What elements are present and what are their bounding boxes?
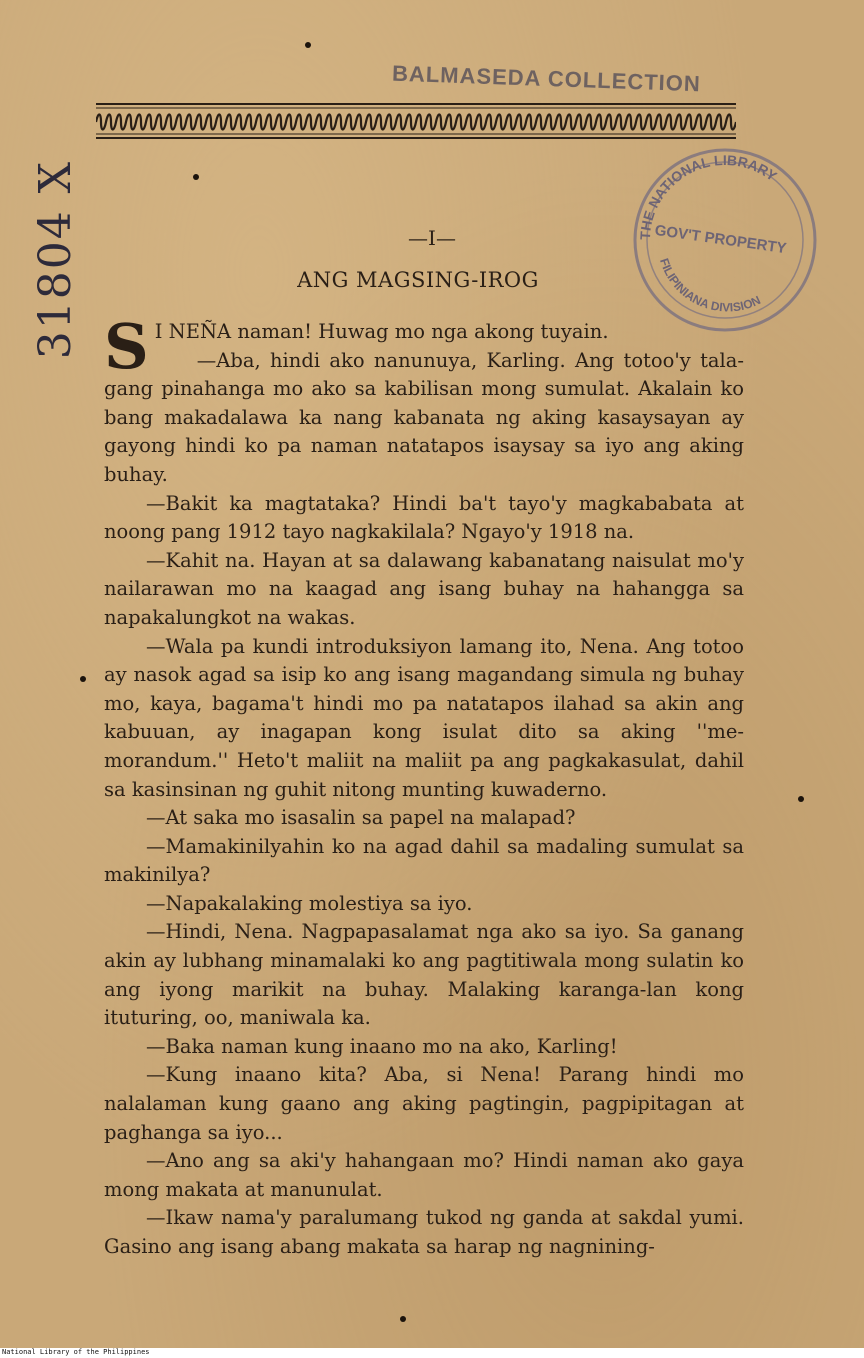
border-wave xyxy=(96,115,736,130)
paragraph: —Ikaw nama'y paralumang tukod ng ganda at sakdal yumi. Gasino ang isang abang makata sa harap ng nagnining- xyxy=(104,1206,744,1258)
paragraph: —Baka naman kung inaano mo na ako, Karling! xyxy=(146,1034,618,1058)
paragraph: —Aba, hindi ako nanunuya, Karling. Ang totoo'y tala-gang pinahanga mo ako sa kabilisan mong sumulat. Akalain ko bang makadalawa ka nang kabanata ng aking kasaysayan ay gayong hindi ko pa naman natatapos isaysay sa iyo ang aking buhay. xyxy=(104,348,744,486)
seal-middle-text: GOV'T PROPERTY xyxy=(653,221,788,258)
ink-speck xyxy=(798,796,804,802)
ink-speck xyxy=(400,1316,406,1322)
footer-credit: National Library of the Philippines xyxy=(0,1348,864,1358)
paragraph: —Hindi, Nena. Nagpapasalamat nga ako sa iyo. Sa ganang akin ay lubhang minamalaki ko ang pagtitiwala mong sulatin ko ang iyong marikit na buhay. Malaking karanga-lan kong ituturing, oo, maniwala ka. xyxy=(104,920,744,1030)
paragraph: —Bakit ka magtataka? Hindi ba't tayo'y magkababata at noong pang 1912 tayo nagkakilala? Ngayo'y 1918 na. xyxy=(104,491,744,544)
paragraph: —At saka mo isasalin sa papel na malapad? xyxy=(146,806,576,830)
paragraph: —Kung inaano kita? Aba, si Nena! Parang hindi mo nalalaman kung gaano ang aking pagtingin, pagpipitagan at paghanga sa iyo... xyxy=(104,1063,744,1144)
ink-speck xyxy=(305,42,311,48)
handwritten-note: 31804 X xyxy=(30,160,81,360)
chapter-number: —I— xyxy=(408,226,456,250)
paragraph: —Napakalaking molestiya sa iyo. xyxy=(146,891,473,915)
paragraph: —Mamakinilyahin ko na agad dahil sa madaling sumulat sa makinilya? xyxy=(104,834,744,887)
paragraph: —Wala pa kundi introduksiyon lamang ito, Nena. Ang totoo ay nasok agad sa isip ko ang isang magandang simula ng buhay mo, kaya, bagama't hindi mo pa natatapos ilahad sa akin ang kabuuan, ay inagapan kong isulat dito sa aking ''me-morandum.'' Heto't maliit na maliit pa ang pagkakasulat, dahil sa kasinsinan ng guhit nitong munting kuwaderno. xyxy=(104,634,744,801)
seal-bottom-text: FILIPINIANA DIVISION xyxy=(657,256,763,315)
paragraph: —Ano ang sa aki'y hahangaan mo? Hindi naman ako gaya mong makata at manunulat. xyxy=(104,1149,744,1201)
paragraph: —Kahit na. Hayan at sa dalawang kabanatang naisulat mo'y nailarawan mo na kaagad ang isang buhay na hahangga sa napakalungkot na wakas. xyxy=(104,548,744,629)
drop-cap: S xyxy=(104,310,149,383)
ornamental-border xyxy=(96,100,736,144)
paragraph xyxy=(104,310,744,383)
chapter-body xyxy=(104,310,744,1262)
collection-stamp: BALMASEDA COLLECTION xyxy=(391,60,702,97)
chapter-title: ANG MAGSING-IROG xyxy=(297,268,539,292)
seal-top-text: THE NATIONAL LIBRARY xyxy=(636,151,780,241)
paragraph-text: I NEÑA naman! Huwag mo nga akong tuyain. xyxy=(154,320,609,343)
ink-speck xyxy=(80,676,86,682)
ink-speck xyxy=(193,174,199,180)
